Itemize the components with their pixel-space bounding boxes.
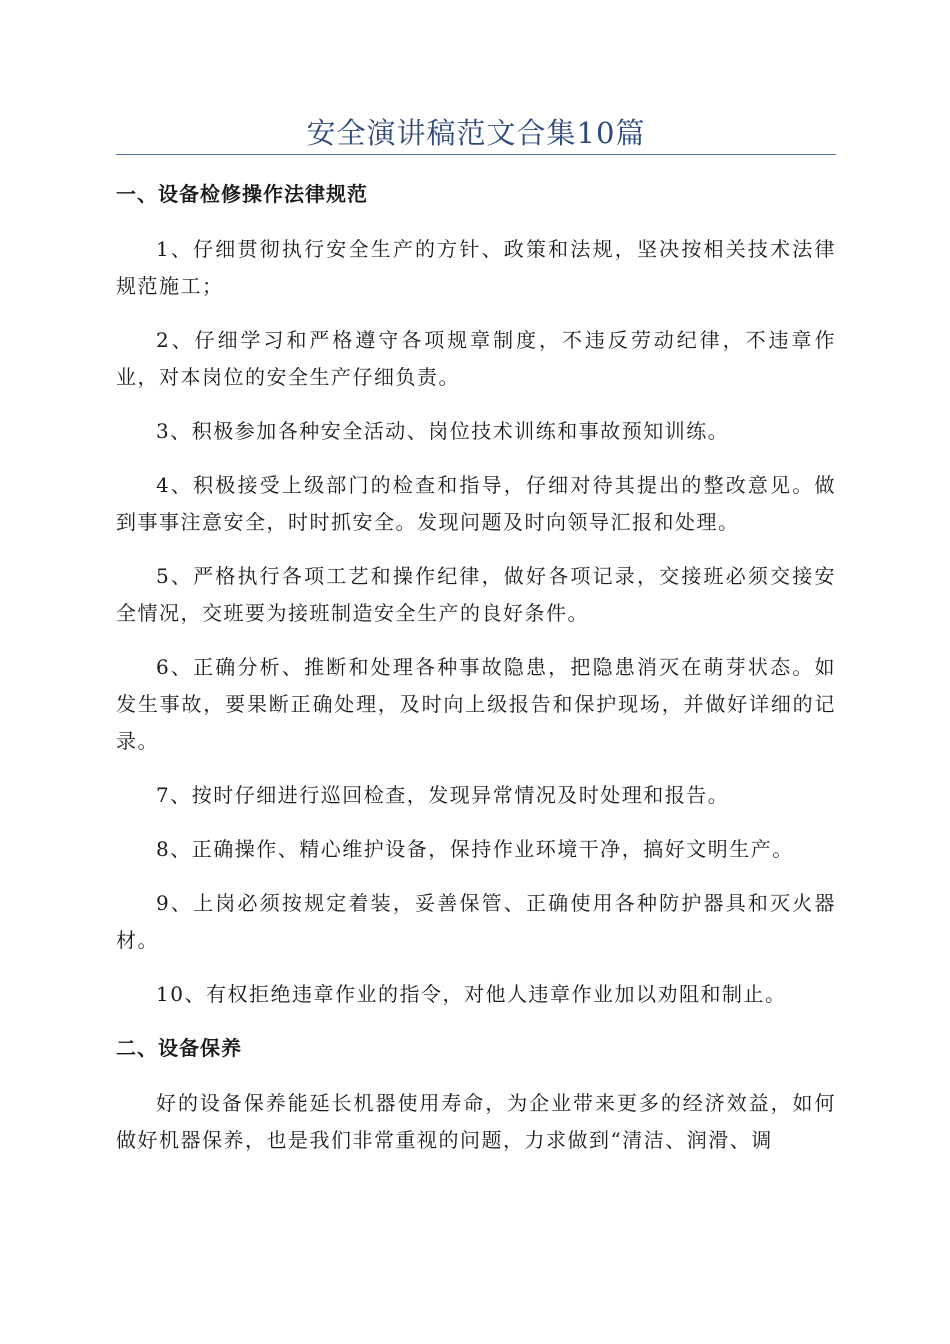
document-body xyxy=(116,176,836,1176)
paragraph-1-4: 4、积极接受上级部门的检查和指导，仔细对待其提出的整改意见。做到事事注意安全，时时抓安全。发现问题及时向领导汇报和处理。 xyxy=(116,473,836,534)
paragraph-1-10: 10、有权拒绝违章作业的指令，对他人违章作业加以劝阻和制止。 xyxy=(156,982,787,1006)
paragraph-1-5: 5、严格执行各项工艺和操作纪律，做好各项记录，交接班必须交接安全情况，交班要为接班制造安全生产的良好条件。 xyxy=(116,564,836,625)
title-underline xyxy=(116,154,836,155)
section-heading-2: 二、设备保养 xyxy=(116,1036,242,1060)
paragraph-1-8: 8、正确操作、精心维护设备，保持作业环境干净，搞好文明生产。 xyxy=(156,837,794,861)
paragraph-1-6: 6、正确分析、推断和处理各种事故隐患，把隐患消灭在萌芽状态。如发生事故，要果断正确处理，及时向上级报告和保护现场，并做好详细的记录。 xyxy=(116,655,836,753)
section-heading-1: 一、设备检修操作法律规范 xyxy=(116,182,368,206)
paragraph-2-1: 好的设备保养能延长机器使用寿命，为企业带来更多的经济效益，如何做好机器保养，也是我们非常重视的问题，力求做到“清洁、润滑、调 xyxy=(116,1091,836,1152)
paragraph-1-7: 7、按时仔细进行巡回检查，发现异常情况及时处理和报告。 xyxy=(156,783,730,807)
paragraph-1-1: 1、仔细贯彻执行安全生产的方针、政策和法规，坚决按相关技术法律规范施工； xyxy=(116,237,836,298)
paragraph-1-2: 2、仔细学习和严格遵守各项规章制度，不违反劳动纪律，不违章作业，对本岗位的安全生产仔细负责。 xyxy=(116,328,836,389)
paragraph-1-9: 9、上岗必须按规定着装，妥善保管、正确使用各种防护器具和灭火器材。 xyxy=(116,891,836,952)
document-title: 安全演讲稿范文合集10篇 xyxy=(306,116,646,150)
paragraph-1-3: 3、积极参加各种安全活动、岗位技术训练和事故预知训练。 xyxy=(156,419,730,443)
